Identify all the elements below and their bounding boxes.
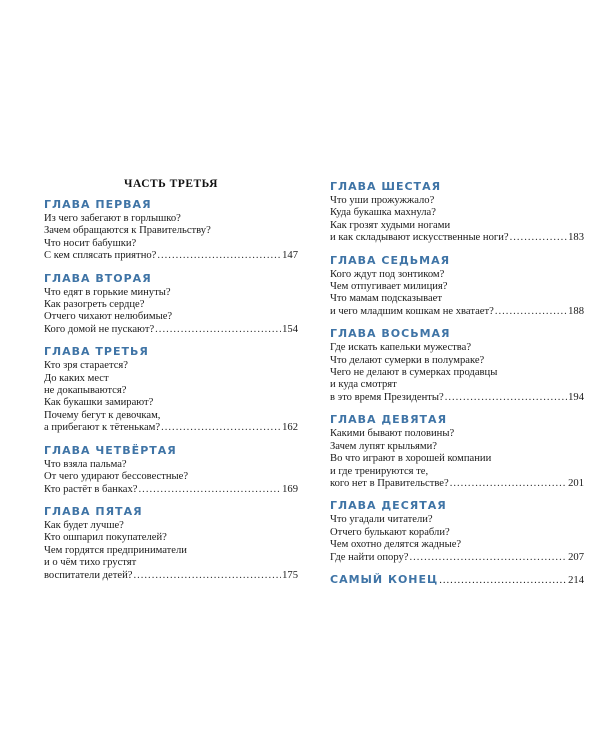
chapter-last-line	[44, 570, 298, 582]
chapter-title: ГЛАВА ДЕВЯТАЯ	[330, 413, 448, 427]
chapter-title: ГЛАВА СЕДЬМАЯ	[330, 253, 451, 267]
chapter-question-line: Чем отпугивает милиция?	[330, 281, 448, 293]
chapter-question-line: Что едят в горькие минуты?	[44, 286, 171, 298]
final-chapter-entry[interactable]	[330, 573, 584, 587]
chapter-question-line: в это время Президенты?	[330, 391, 444, 403]
chapter-last-line	[44, 422, 298, 434]
page-number: 194	[568, 391, 584, 403]
chapter-last-line	[44, 250, 298, 262]
chapter-question-line: Кто зря старается?	[44, 360, 128, 372]
page-number: 188	[568, 305, 584, 317]
chapter-question-line: Зачем обращаются к Правительству?	[44, 225, 211, 237]
toc-right-column	[330, 180, 584, 587]
chapter-entry[interactable]	[44, 198, 298, 263]
chapter-question-line: Как букашки замирают?	[44, 397, 154, 409]
chapter-question-line: Почему бегут к девочкам,	[44, 409, 161, 421]
chapter-entry[interactable]	[330, 180, 584, 245]
chapter-title: ГЛАВА ДЕСЯТАЯ	[330, 499, 447, 513]
chapter-entry[interactable]	[330, 327, 584, 404]
chapter-question-line: Кто растёт в банках?	[44, 483, 138, 495]
page-number: 169	[282, 483, 298, 495]
dot-leader	[409, 552, 567, 564]
dot-leader	[450, 478, 567, 490]
final-chapter-title: САМЫЙ КОНЕЦ	[330, 572, 439, 586]
dot-leader	[445, 392, 567, 404]
chapter-entry[interactable]	[330, 413, 584, 490]
chapter-question-line: Куда букашка махнула?	[330, 207, 436, 219]
chapter-question-line: Как разогреть сердце?	[44, 299, 145, 311]
chapter-last-line	[330, 306, 584, 318]
chapter-question-line: и о чём тихо грустят	[44, 557, 137, 569]
page-number: 201	[568, 477, 584, 489]
chapter-title: ГЛАВА ТРЕТЬЯ	[44, 345, 149, 359]
chapter-question-line: Чем охотно делятся жадные?	[330, 539, 462, 551]
chapter-question-line: и куда смотрят	[330, 379, 397, 391]
chapter-question-line: Кого ждут под зонтиком?	[330, 268, 445, 280]
chapter-question-line: кого нет в Правительстве?	[330, 477, 449, 489]
chapter-question-line: Отчего булькают корабли?	[330, 526, 450, 538]
chapter-question-line: Где искать капельки мужества?	[330, 342, 472, 354]
dot-leader	[439, 575, 567, 586]
chapter-last-line	[44, 484, 298, 496]
page-number: 162	[282, 422, 298, 434]
page-number: 175	[282, 569, 298, 581]
chapter-last-line	[330, 478, 584, 490]
chapter-question-line: Кого домой не пускают?	[44, 323, 155, 335]
chapter-entry[interactable]	[44, 505, 298, 582]
chapter-question-line: и как складывают искусственные ноги?	[330, 232, 509, 244]
chapter-question-line: Из чего забегают в горлышко?	[44, 213, 181, 224]
chapter-question-line: Что угадали читатели?	[330, 514, 433, 526]
chapter-title: ГЛАВА ЧЕТВЁРТАЯ	[44, 443, 177, 457]
chapter-question-line: До каких мест	[44, 372, 109, 384]
chapter-question-line: Во что играют в хорошей компании	[330, 453, 492, 465]
dot-leader	[510, 232, 568, 244]
chapter-question-line: Где найти опору?	[330, 551, 409, 563]
chapter-last-line	[44, 324, 298, 336]
dot-leader	[157, 250, 281, 262]
page-number: 207	[568, 551, 584, 563]
dot-leader	[161, 422, 281, 434]
chapter-title: ГЛАВА ПЕРВАЯ	[44, 198, 152, 211]
chapter-entry[interactable]	[330, 499, 584, 564]
dot-leader	[155, 324, 281, 336]
chapter-question-line: Отчего чихают нелюбимые?	[44, 311, 173, 323]
chapter-question-line: От чего удирают бессовестные?	[44, 471, 189, 483]
chapter-question-line: Как грозят худыми ногами	[330, 219, 451, 231]
dot-leader	[139, 484, 282, 496]
chapter-question-line: и чего младшим кошкам не хватает?	[330, 305, 494, 317]
chapter-last-line	[330, 232, 584, 244]
chapter-title: ГЛАВА ВТОРАЯ	[44, 271, 152, 285]
chapter-question-line: Как будет лучше?	[44, 519, 124, 531]
toc-left-column	[44, 178, 298, 591]
chapter-entry[interactable]	[330, 254, 584, 319]
chapter-question-line: Что носит бабушки?	[44, 237, 137, 249]
chapter-title: ГЛАВА ШЕСТАЯ	[330, 180, 442, 193]
chapter-question-line: Что делают сумерки в полумраке?	[330, 354, 485, 366]
chapter-question-line: Чем гордятся предприниматели	[44, 544, 187, 556]
page-number: 154	[282, 323, 298, 335]
chapter-entry[interactable]	[44, 444, 298, 496]
chapter-question-line: Зачем лупят крыльями?	[330, 440, 437, 452]
chapter-question-line: и где тренируются те,	[330, 465, 429, 477]
chapter-question-line: не докапываются?	[44, 385, 127, 397]
chapter-question-line: Что взяла пальма?	[44, 458, 127, 470]
chapter-question-line: Кто ошпарил покупателей?	[44, 532, 167, 544]
part-title: ЧАСТЬ ТРЕТЬЯ	[124, 178, 218, 190]
chapter-title: ГЛАВА ПЯТАЯ	[44, 504, 143, 518]
chapter-question-line: а прибегают к тётенькам?	[44, 422, 161, 434]
chapter-question-line: воспитатели детей?	[44, 569, 133, 581]
chapter-question-line: Что мамам подсказывает	[330, 293, 442, 305]
right-chapter-list	[330, 180, 584, 564]
chapter-question-line: Что уши прожужжало?	[330, 195, 435, 206]
page-number: 147	[282, 250, 298, 262]
chapter-last-line	[330, 392, 584, 404]
chapter-title: ГЛАВА ВОСЬМАЯ	[330, 327, 451, 341]
page-number: 183	[568, 232, 584, 244]
page-number: 214	[568, 574, 584, 586]
chapter-entry[interactable]	[44, 272, 298, 337]
chapter-entry[interactable]	[44, 345, 298, 434]
chapter-last-line	[330, 552, 584, 564]
dot-leader	[133, 570, 281, 582]
dot-leader	[495, 306, 567, 318]
chapter-question-line: Какими бывают половины?	[330, 428, 455, 440]
chapter-question-line: Чего не делают в сумерках продавцы	[330, 367, 498, 379]
chapter-question-line: С кем сплясать приятно?	[44, 250, 157, 262]
left-chapter-list	[44, 198, 298, 582]
